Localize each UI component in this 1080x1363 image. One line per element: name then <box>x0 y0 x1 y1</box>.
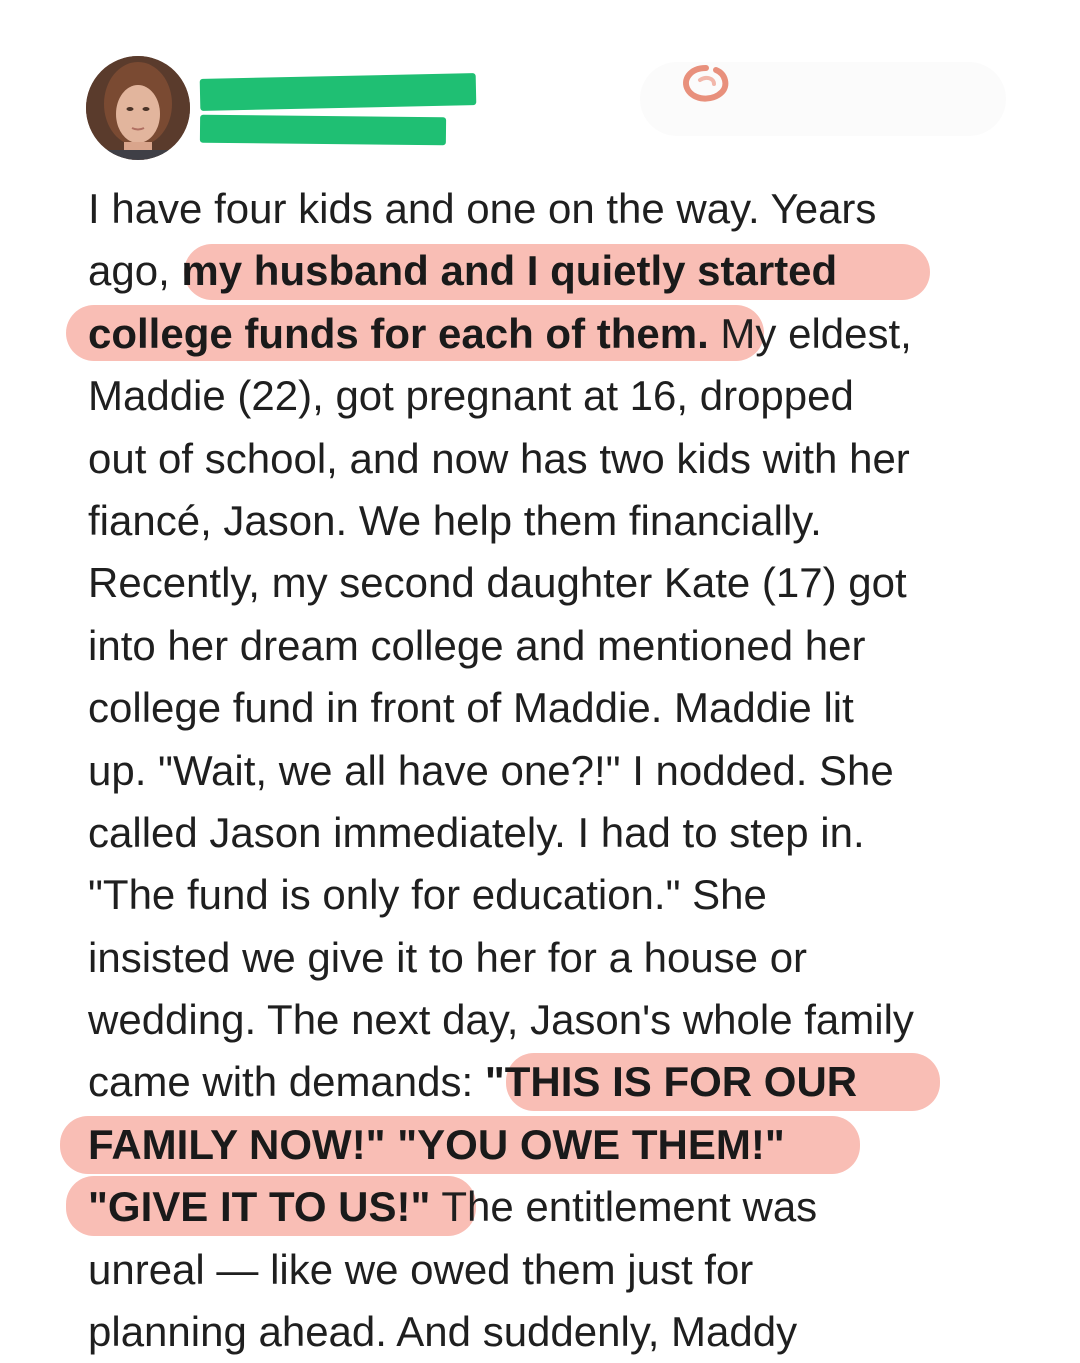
highlighted-text: college funds for each of them. <box>88 309 709 357</box>
post-line <box>88 490 1018 552</box>
avatar-photo <box>86 56 190 160</box>
post-text: The entitlement was <box>430 1183 818 1231</box>
post-text: called Jason immediately. I had to step in. <box>88 808 865 856</box>
post-text: college fund in front of Maddie. Maddie lit <box>88 684 854 732</box>
post-line <box>88 1176 1018 1238</box>
post-text: insisted we give it to her for a house or <box>88 933 808 981</box>
post-line <box>88 428 1018 490</box>
post-header <box>0 0 1080 170</box>
post-text: out of school, and now has two kids with her <box>88 434 910 482</box>
post-text: fiancé, Jason. We help them financially. <box>88 496 822 544</box>
highlighted-text: my husband and I quietly started <box>181 247 838 295</box>
post-text: up. "Wait, we all have one?!" I nodded. She <box>88 746 894 794</box>
post-text: Maddie (22), got pregnant at 16, dropped <box>88 372 854 420</box>
post-text: into her dream college and mentioned her <box>88 621 866 669</box>
post-text: I have four kids and one on the way. Years <box>88 185 877 232</box>
post-line <box>88 1051 1018 1113</box>
brush-stroke-icon <box>678 62 734 108</box>
post-line <box>88 240 1018 302</box>
post-text: "The fund is only for education." She <box>88 871 767 919</box>
avatar[interactable] <box>86 56 190 160</box>
post-body <box>88 178 1018 1363</box>
post-text: planning ahead. And suddenly, Maddy <box>88 1308 798 1356</box>
post-line <box>88 802 1018 864</box>
post-text: unreal — like we owed them just for <box>88 1245 754 1293</box>
post-text: My eldest, <box>708 309 912 357</box>
subtitle-redaction <box>200 115 446 146</box>
post-line <box>88 1301 1018 1363</box>
highlighted-text: FAMILY NOW!" "YOU OWE THEM!" <box>88 1120 785 1168</box>
post-line <box>88 303 1018 365</box>
post-line <box>88 365 1018 427</box>
highlighted-text: "GIVE IT TO US!" <box>88 1183 431 1231</box>
username-redaction <box>200 73 477 111</box>
post-line <box>88 927 1018 989</box>
post-text: came with demands: <box>88 1058 485 1106</box>
post-text: wedding. The next day, Jason's whole family <box>88 996 914 1044</box>
post-line <box>88 615 1018 677</box>
post-line <box>88 989 1018 1051</box>
post-line <box>88 677 1018 739</box>
post-line <box>88 1114 1018 1176</box>
post-text: ago, <box>88 247 182 295</box>
post-line <box>88 740 1018 802</box>
post-line <box>88 864 1018 926</box>
post-line <box>88 1239 1018 1301</box>
post-text: Recently, my second daughter Kate (17) got <box>88 559 907 607</box>
post-line <box>88 552 1018 614</box>
post-line <box>88 178 1018 240</box>
highlighted-text: "THIS IS FOR OUR <box>484 1058 858 1106</box>
